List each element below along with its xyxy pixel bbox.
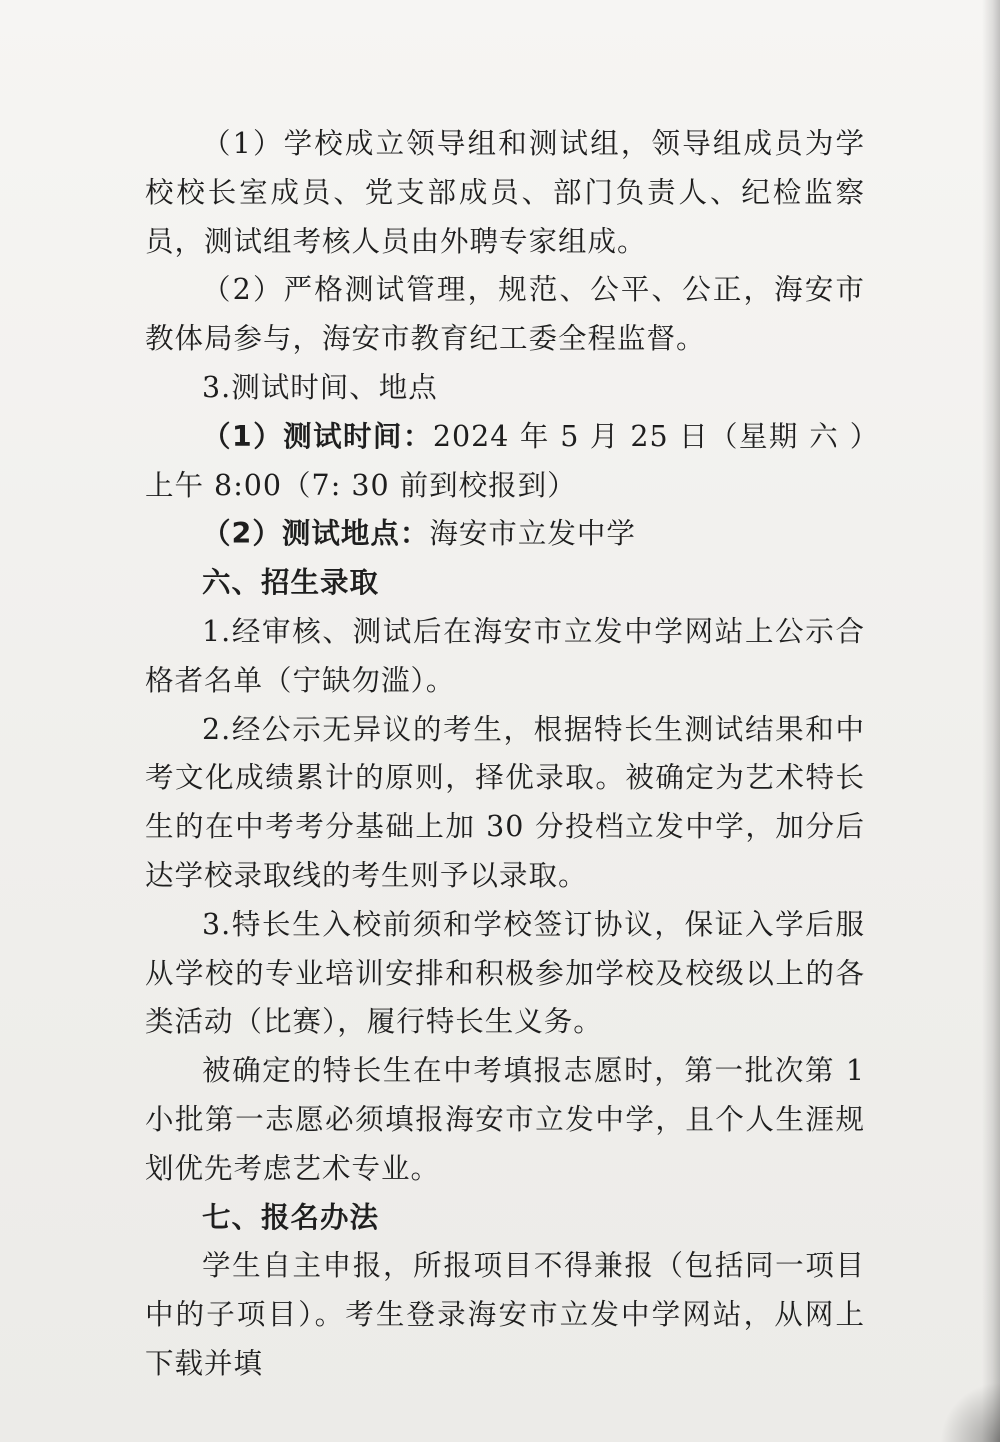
- test-place-label: （2）测试地点：: [202, 517, 430, 551]
- test-time-label: （1）测试时间：: [202, 419, 433, 453]
- paragraph-test-management: （2）严格测试管理，规范、公平、公正，海安市教体局参与，海安市教育纪工委全程监督。: [145, 273, 865, 356]
- paragraph-leadership-group: （1）学校成立领导组和测试组，领导组成员为学校校长室成员、党支部成员、部门负责人、纪检监察员，测试组考核人员由外聘专家组成。: [145, 127, 865, 258]
- section-heading-registration: 七、报名办法: [202, 1200, 380, 1234]
- section-heading-admission: 六、招生录取: [202, 566, 380, 600]
- paragraph-admission-2: 2.经公示无异议的考生，根据特长生测试结果和中考文化成绩累计的原则，择优录取。被确定为艺术特长生的在中考考分基础上加 30 分投档立发中学，加分后达学校录取线的考生则予以录取。: [145, 712, 865, 892]
- test-place-value: 海安市立发中学: [429, 517, 636, 551]
- paragraph-registration: 学生自主申报，所报项目不得兼报（包括同一项目中的子项目）。考生登录海安市立发中学网站，从网上下载并填: [145, 1249, 865, 1380]
- paragraph-test-place: [145, 510, 865, 559]
- paragraph-application-choice: 被确定的特长生在中考填报志愿时，第一批次第 1 小批第一志愿必须填报海安市立发中学，且个人生涯规划优先考虑艺术专业。: [145, 1054, 865, 1185]
- document-body: [145, 120, 865, 1389]
- paragraph-admission-3: 3.特长生入校前须和学校签订协议，保证入学后服从学校的专业培训安排和积极参加学校及校级以上的各类活动（比赛），履行特长生义务。: [145, 907, 865, 1039]
- test-time-value: 2024 年 5 月 25 日（星期 六 ）上午 8:00（7: 30 前到校报到）: [145, 419, 865, 502]
- paragraph-time-place-heading: 3.测试时间、地点: [202, 370, 438, 404]
- paragraph-test-time: [145, 413, 865, 511]
- paragraph-admission-1: 1.经审核、测试后在海安市立发中学网站上公示合格者名单（宁缺勿滥）。: [145, 614, 865, 697]
- page-corner-shadow: [940, 1382, 1000, 1442]
- page-edge-shadow: [982, 0, 1000, 1442]
